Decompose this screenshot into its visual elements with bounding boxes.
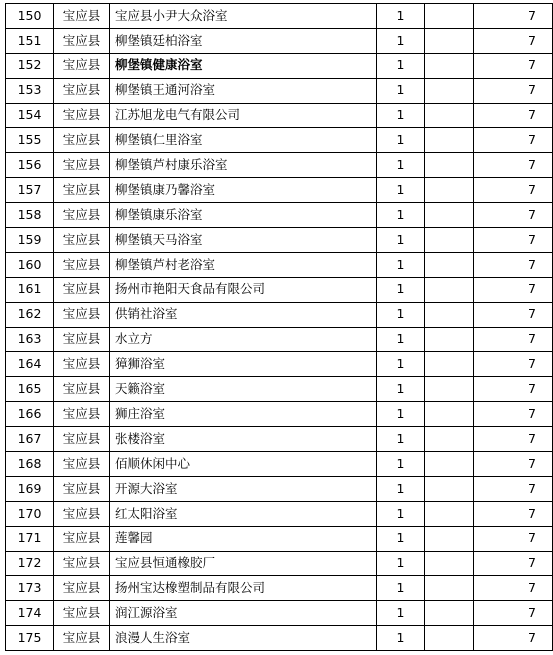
cell-score[interactable]: 7 xyxy=(474,452,553,477)
table-row[interactable] xyxy=(6,103,553,128)
cell-row-number[interactable]: 154 xyxy=(6,103,54,128)
cell-quantity[interactable]: 1 xyxy=(377,501,425,526)
cell-empty[interactable] xyxy=(425,103,474,128)
table-row[interactable] xyxy=(6,277,553,302)
cell-quantity[interactable]: 1 xyxy=(377,277,425,302)
cell-score[interactable]: 7 xyxy=(474,203,553,228)
cell-empty[interactable] xyxy=(425,352,474,377)
cell-score[interactable]: 7 xyxy=(474,153,553,178)
table-row[interactable] xyxy=(6,576,553,601)
cell-empty[interactable] xyxy=(425,526,474,551)
cell-row-number[interactable]: 161 xyxy=(6,277,54,302)
cell-empty[interactable] xyxy=(425,476,474,501)
cell-quantity[interactable]: 1 xyxy=(377,626,425,651)
cell-county[interactable]: 宝应县 xyxy=(54,78,110,103)
cell-unit-name[interactable]: 獐狮浴室 xyxy=(110,352,377,377)
table-row[interactable] xyxy=(6,551,553,576)
cell-empty[interactable] xyxy=(425,4,474,29)
cell-empty[interactable] xyxy=(425,327,474,352)
cell-quantity[interactable]: 1 xyxy=(377,302,425,327)
table-row[interactable] xyxy=(6,352,553,377)
cell-score[interactable]: 7 xyxy=(474,252,553,277)
cell-empty[interactable] xyxy=(425,377,474,402)
cell-unit-name[interactable]: 扬州宝达橡塑制品有限公司 xyxy=(110,576,377,601)
cell-unit-name[interactable]: 莲馨园 xyxy=(110,526,377,551)
cell-score[interactable]: 7 xyxy=(474,78,553,103)
cell-empty[interactable] xyxy=(425,626,474,651)
cell-quantity[interactable]: 1 xyxy=(377,128,425,153)
cell-county[interactable]: 宝应县 xyxy=(54,402,110,427)
cell-quantity[interactable]: 1 xyxy=(377,178,425,203)
cell-row-number[interactable]: 159 xyxy=(6,228,54,253)
cell-score[interactable]: 7 xyxy=(474,28,553,53)
cell-empty[interactable] xyxy=(425,551,474,576)
cell-county[interactable]: 宝应县 xyxy=(54,103,110,128)
cell-unit-name[interactable]: 柳堡镇康乃馨浴室 xyxy=(110,178,377,203)
cell-county[interactable]: 宝应县 xyxy=(54,601,110,626)
table-row[interactable] xyxy=(6,377,553,402)
cell-county[interactable]: 宝应县 xyxy=(54,551,110,576)
cell-empty[interactable] xyxy=(425,53,474,78)
cell-row-number[interactable]: 168 xyxy=(6,452,54,477)
cell-row-number[interactable]: 175 xyxy=(6,626,54,651)
cell-empty[interactable] xyxy=(425,402,474,427)
cell-unit-name[interactable]: 佰顺休闲中心 xyxy=(110,452,377,477)
cell-unit-name[interactable]: 狮庄浴室 xyxy=(110,402,377,427)
cell-county[interactable]: 宝应县 xyxy=(54,427,110,452)
table-row[interactable] xyxy=(6,501,553,526)
cell-unit-name[interactable]: 水立方 xyxy=(110,327,377,352)
cell-quantity[interactable]: 1 xyxy=(377,352,425,377)
cell-score[interactable]: 7 xyxy=(474,576,553,601)
cell-county[interactable]: 宝应县 xyxy=(54,28,110,53)
cell-score[interactable]: 7 xyxy=(474,551,553,576)
cell-row-number[interactable]: 162 xyxy=(6,302,54,327)
cell-score[interactable]: 7 xyxy=(474,302,553,327)
cell-empty[interactable] xyxy=(425,78,474,103)
cell-county[interactable]: 宝应县 xyxy=(54,302,110,327)
cell-quantity[interactable]: 1 xyxy=(377,476,425,501)
cell-quantity[interactable]: 1 xyxy=(377,228,425,253)
cell-quantity[interactable]: 1 xyxy=(377,377,425,402)
cell-unit-name[interactable]: 柳堡镇健康浴室 xyxy=(110,53,377,78)
cell-county[interactable]: 宝应县 xyxy=(54,576,110,601)
cell-quantity[interactable]: 1 xyxy=(377,153,425,178)
table-row[interactable] xyxy=(6,526,553,551)
cell-unit-name[interactable]: 扬州市艳阳天食品有限公司 xyxy=(110,277,377,302)
cell-row-number[interactable]: 170 xyxy=(6,501,54,526)
cell-county[interactable]: 宝应县 xyxy=(54,203,110,228)
cell-county[interactable]: 宝应县 xyxy=(54,228,110,253)
table-row[interactable] xyxy=(6,302,553,327)
table-row[interactable] xyxy=(6,128,553,153)
cell-score[interactable]: 7 xyxy=(474,402,553,427)
table-row[interactable] xyxy=(6,626,553,651)
cell-score[interactable]: 7 xyxy=(474,601,553,626)
cell-score[interactable]: 7 xyxy=(474,626,553,651)
cell-row-number[interactable]: 164 xyxy=(6,352,54,377)
cell-empty[interactable] xyxy=(425,178,474,203)
table-row[interactable] xyxy=(6,601,553,626)
cell-county[interactable]: 宝应县 xyxy=(54,526,110,551)
cell-quantity[interactable]: 1 xyxy=(377,402,425,427)
table-row[interactable] xyxy=(6,427,553,452)
cell-empty[interactable] xyxy=(425,128,474,153)
cell-unit-name[interactable]: 红太阳浴室 xyxy=(110,501,377,526)
table-row[interactable] xyxy=(6,28,553,53)
cell-row-number[interactable]: 169 xyxy=(6,476,54,501)
cell-county[interactable]: 宝应县 xyxy=(54,452,110,477)
cell-county[interactable]: 宝应县 xyxy=(54,626,110,651)
cell-unit-name[interactable]: 柳堡镇仁里浴室 xyxy=(110,128,377,153)
cell-quantity[interactable]: 1 xyxy=(377,53,425,78)
cell-empty[interactable] xyxy=(425,277,474,302)
cell-score[interactable]: 7 xyxy=(474,228,553,253)
cell-score[interactable]: 7 xyxy=(474,327,553,352)
cell-empty[interactable] xyxy=(425,252,474,277)
cell-unit-name[interactable]: 柳堡镇王通河浴室 xyxy=(110,78,377,103)
cell-quantity[interactable]: 1 xyxy=(377,551,425,576)
cell-unit-name[interactable]: 柳堡镇芦村康乐浴室 xyxy=(110,153,377,178)
cell-row-number[interactable]: 150 xyxy=(6,4,54,29)
cell-score[interactable]: 7 xyxy=(474,4,553,29)
cell-county[interactable]: 宝应县 xyxy=(54,377,110,402)
cell-county[interactable]: 宝应县 xyxy=(54,153,110,178)
table-row[interactable] xyxy=(6,452,553,477)
cell-score[interactable]: 7 xyxy=(474,526,553,551)
cell-county[interactable]: 宝应县 xyxy=(54,178,110,203)
cell-unit-name[interactable]: 柳堡镇芦村老浴室 xyxy=(110,252,377,277)
cell-unit-name[interactable]: 张楼浴室 xyxy=(110,427,377,452)
cell-unit-name[interactable]: 开源大浴室 xyxy=(110,476,377,501)
cell-county[interactable]: 宝应县 xyxy=(54,327,110,352)
cell-empty[interactable] xyxy=(425,501,474,526)
cell-score[interactable]: 7 xyxy=(474,128,553,153)
cell-unit-name[interactable]: 柳堡镇康乐浴室 xyxy=(110,203,377,228)
cell-row-number[interactable]: 172 xyxy=(6,551,54,576)
cell-unit-name[interactable]: 润江源浴室 xyxy=(110,601,377,626)
cell-quantity[interactable]: 1 xyxy=(377,4,425,29)
cell-quantity[interactable]: 1 xyxy=(377,327,425,352)
cell-quantity[interactable]: 1 xyxy=(377,427,425,452)
cell-score[interactable]: 7 xyxy=(474,501,553,526)
cell-unit-name[interactable]: 江苏旭龙电气有限公司 xyxy=(110,103,377,128)
cell-unit-name[interactable]: 宝应县小尹大众浴室 xyxy=(110,4,377,29)
table-row[interactable] xyxy=(6,178,553,203)
cell-unit-name[interactable]: 宝应县恒通橡胶厂 xyxy=(110,551,377,576)
data-table xyxy=(5,3,553,651)
cell-row-number[interactable]: 166 xyxy=(6,402,54,427)
cell-row-number[interactable]: 151 xyxy=(6,28,54,53)
cell-county[interactable]: 宝应县 xyxy=(54,277,110,302)
cell-county[interactable]: 宝应县 xyxy=(54,352,110,377)
cell-score[interactable]: 7 xyxy=(474,53,553,78)
cell-row-number[interactable]: 156 xyxy=(6,153,54,178)
cell-row-number[interactable]: 160 xyxy=(6,252,54,277)
cell-quantity[interactable]: 1 xyxy=(377,526,425,551)
cell-unit-name[interactable]: 浪漫人生浴室 xyxy=(110,626,377,651)
cell-row-number[interactable]: 153 xyxy=(6,78,54,103)
cell-score[interactable]: 7 xyxy=(474,277,553,302)
cell-county[interactable]: 宝应县 xyxy=(54,501,110,526)
cell-quantity[interactable]: 1 xyxy=(377,103,425,128)
cell-score[interactable]: 7 xyxy=(474,352,553,377)
cell-row-number[interactable]: 157 xyxy=(6,178,54,203)
cell-score[interactable]: 7 xyxy=(474,377,553,402)
cell-empty[interactable] xyxy=(425,601,474,626)
cell-score[interactable]: 7 xyxy=(474,427,553,452)
cell-unit-name[interactable]: 柳堡镇天马浴室 xyxy=(110,228,377,253)
cell-unit-name[interactable]: 天籁浴室 xyxy=(110,377,377,402)
cell-county[interactable]: 宝应县 xyxy=(54,128,110,153)
cell-row-number[interactable]: 158 xyxy=(6,203,54,228)
cell-county[interactable]: 宝应县 xyxy=(54,4,110,29)
cell-row-number[interactable]: 173 xyxy=(6,576,54,601)
cell-unit-name[interactable]: 供销社浴室 xyxy=(110,302,377,327)
table-row[interactable] xyxy=(6,78,553,103)
cell-county[interactable]: 宝应县 xyxy=(54,476,110,501)
cell-row-number[interactable]: 155 xyxy=(6,128,54,153)
cell-county[interactable]: 宝应县 xyxy=(54,53,110,78)
cell-quantity[interactable]: 1 xyxy=(377,576,425,601)
cell-quantity[interactable]: 1 xyxy=(377,252,425,277)
cell-county[interactable]: 宝应县 xyxy=(54,252,110,277)
cell-row-number[interactable]: 152 xyxy=(6,53,54,78)
table-row[interactable] xyxy=(6,4,553,29)
cell-unit-name[interactable]: 柳堡镇廷柏浴室 xyxy=(110,28,377,53)
table-row[interactable] xyxy=(6,402,553,427)
table-row[interactable] xyxy=(6,476,553,501)
cell-empty[interactable] xyxy=(425,203,474,228)
table-row[interactable] xyxy=(6,252,553,277)
cell-row-number[interactable]: 174 xyxy=(6,601,54,626)
cell-score[interactable]: 7 xyxy=(474,103,553,128)
cell-empty[interactable] xyxy=(425,302,474,327)
table-row[interactable] xyxy=(6,327,553,352)
cell-score[interactable]: 7 xyxy=(474,178,553,203)
cell-row-number[interactable]: 167 xyxy=(6,427,54,452)
cell-quantity[interactable]: 1 xyxy=(377,28,425,53)
cell-score[interactable]: 7 xyxy=(474,476,553,501)
cell-row-number[interactable]: 165 xyxy=(6,377,54,402)
cell-quantity[interactable]: 1 xyxy=(377,601,425,626)
table-row[interactable] xyxy=(6,228,553,253)
cell-row-number[interactable]: 163 xyxy=(6,327,54,352)
cell-empty[interactable] xyxy=(425,576,474,601)
cell-quantity[interactable]: 1 xyxy=(377,203,425,228)
table-row[interactable] xyxy=(6,53,553,78)
cell-quantity[interactable]: 1 xyxy=(377,78,425,103)
table-row[interactable] xyxy=(6,153,553,178)
cell-quantity[interactable]: 1 xyxy=(377,452,425,477)
cell-empty[interactable] xyxy=(425,452,474,477)
cell-empty[interactable] xyxy=(425,153,474,178)
table-row[interactable] xyxy=(6,203,553,228)
cell-empty[interactable] xyxy=(425,228,474,253)
cell-row-number[interactable]: 171 xyxy=(6,526,54,551)
cell-empty[interactable] xyxy=(425,28,474,53)
cell-empty[interactable] xyxy=(425,427,474,452)
table-body xyxy=(6,4,553,651)
